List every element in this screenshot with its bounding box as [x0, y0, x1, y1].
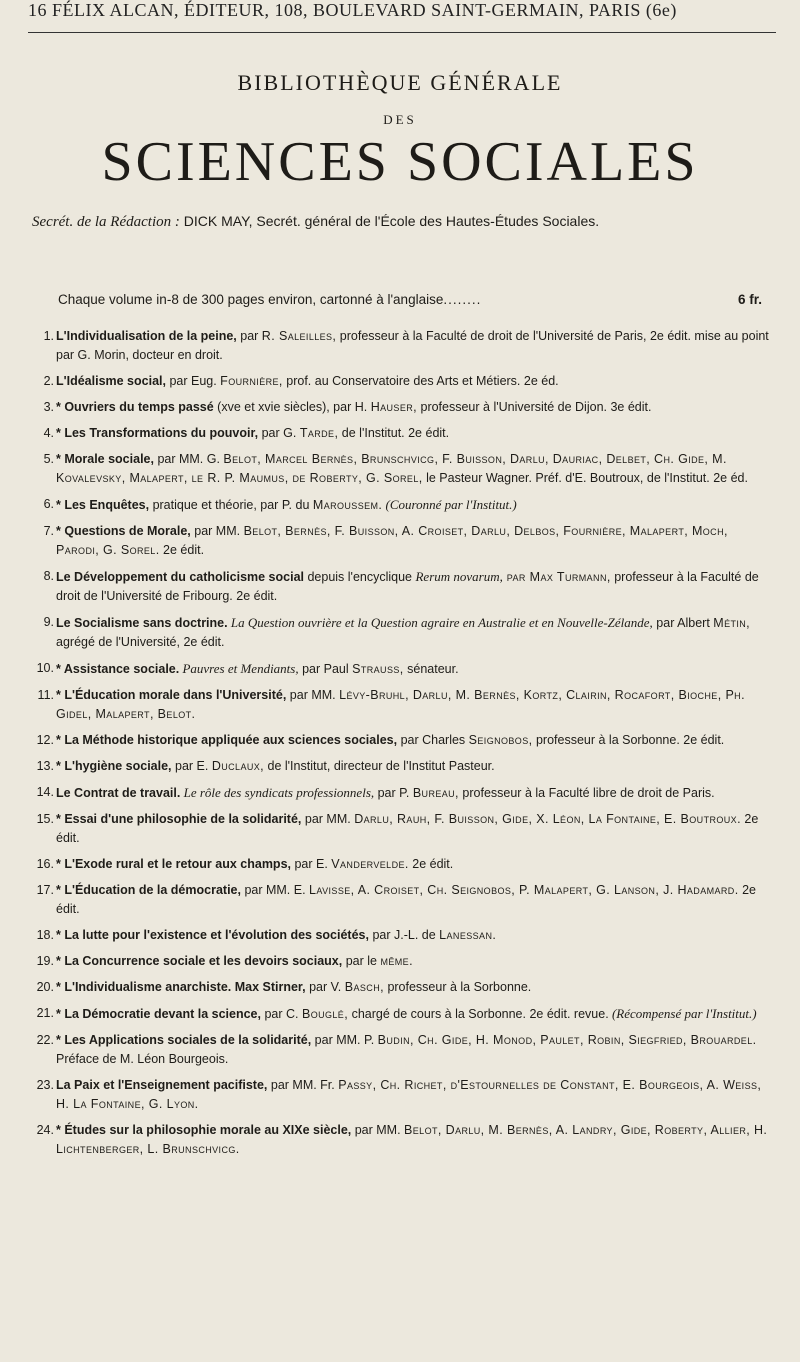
entry-text: par MM. E.: [240, 883, 310, 897]
entry-title: * Essai d'une philosophie de la solidarité,: [56, 812, 302, 826]
entry-text: 2e édit.: [56, 883, 756, 916]
entry-list: [32, 327, 774, 1166]
entry-number: 13.: [36, 759, 54, 773]
entry-text: chargé de cours à la Sorbonne. 2e édit. revue.: [348, 1007, 609, 1021]
entry-number: 19.: [36, 954, 54, 968]
entry-title: Le Développement du catholicisme social: [56, 570, 304, 584]
entry-text: professeur à la Faculté libre de droit de Paris.: [458, 786, 715, 800]
entry-title: * Morale sociale,: [56, 452, 154, 466]
entry-title: Le Socialisme sans doctrine.: [56, 616, 228, 630]
catalogue-entry: [32, 855, 774, 874]
entry-author: Vandervelde.: [331, 857, 409, 871]
entry-number: 18.: [36, 928, 54, 942]
series-title: BIBLIOTHÈQUE GÉNÉRALE: [237, 70, 563, 95]
entry-author: Strauss,: [352, 662, 404, 676]
entry-number: 1.: [43, 329, 54, 343]
entry-author: Bouglé,: [301, 1007, 349, 1021]
entry-number: 9.: [43, 615, 54, 629]
entry-title: La Paix et l'Enseignement pacifiste,: [56, 1078, 268, 1092]
entry-author: Tarde,: [299, 426, 339, 440]
entry-italic: (Récompensé par l'Institut.): [608, 1006, 757, 1021]
entry-author: Lanessan.: [439, 928, 497, 942]
entry-text: sénateur.: [403, 662, 459, 676]
entry-author: Belot, Marcel Bernès, Brunschvicg, F. Buisson, Darlu, Dauriac, Delbet, Ch. Gide, M. Kovalevsky, Malapert, le R. P. Maumus, de Roberty, G. Sorel,: [56, 452, 727, 485]
entry-author: Métin,: [713, 616, 751, 630]
catalogue-entry: [32, 1031, 774, 1069]
entry-number: 7.: [43, 524, 54, 538]
entry-title: * Assistance sociale.: [56, 662, 180, 676]
catalogue-entry: [32, 398, 774, 417]
entry-text: par G.: [258, 426, 300, 440]
entry-title: * L'Éducation morale dans l'Université,: [56, 688, 287, 702]
entry-author: Basch,: [344, 980, 384, 994]
price-dots: ........: [443, 292, 482, 307]
entry-title: * Les Applications sociales de la solidarité,: [56, 1033, 312, 1047]
entry-number: 5.: [43, 452, 54, 466]
entry-author: par Max Turmann,: [502, 570, 611, 584]
catalogue-entry: [32, 522, 774, 560]
entry-number: 3.: [43, 400, 54, 414]
entry-number: 11.: [37, 688, 54, 702]
entry-author: Darlu, Rauh, F. Buisson, Gide, X. Léon, La Fontaine, E. Boutroux.: [354, 812, 741, 826]
entry-text: par C.: [260, 1007, 302, 1021]
entry-number: 17.: [36, 883, 54, 897]
entry-text: le Pasteur Wagner. Préf. d'E. Boutroux, de l'Institut. 2e éd.: [422, 471, 748, 485]
entry-number: 4.: [43, 426, 54, 440]
entry-number: 22.: [36, 1033, 54, 1047]
catalogue-entry: [32, 952, 774, 971]
entry-number: 12.: [36, 733, 54, 747]
entry-title: * La lutte pour l'existence et l'évolution des sociétés,: [56, 928, 369, 942]
entry-author: Duclaux,: [211, 759, 265, 773]
entry-text: professeur à la Faculté de droit de l'Université de Fribourg. 2e édit.: [56, 570, 759, 603]
entry-title: * L'hygiène sociale,: [56, 759, 172, 773]
catalogue-entry: [32, 881, 774, 919]
entry-text: de l'Institut, directeur de l'Institut Pasteur.: [264, 759, 495, 773]
catalogue-entry: [32, 686, 774, 724]
entry-title: * Les Transformations du pouvoir,: [56, 426, 259, 440]
entry-number: 24.: [36, 1123, 54, 1137]
entry-text: par Charles: [397, 733, 469, 747]
entry-text: Préface de M. Léon Bourgeois.: [56, 1052, 229, 1066]
catalogue-entry: [32, 757, 774, 776]
catalogue-entry: [32, 783, 774, 803]
entry-title: L'Idéalisme social,: [56, 374, 166, 388]
entry-title: Le Contrat de travail.: [56, 786, 181, 800]
entry-text: par MM. P.: [311, 1033, 378, 1047]
entry-text: par Albert: [652, 616, 714, 630]
entry-number: 10.: [36, 661, 54, 675]
catalogue-entry: [32, 926, 774, 945]
entry-title: * La Démocratie devant la science,: [56, 1007, 261, 1021]
entry-text: par Eug.: [165, 374, 221, 388]
entry-italic: Pauvres et Mendiants,: [179, 661, 299, 676]
header-rule: [28, 32, 776, 33]
entry-author: Lavisse, A. Croiset, Ch. Seignobos, P. Malapert, G. Lanson, J. Hadamard.: [309, 883, 739, 897]
entry-title: * La Concurrence sociale et les devoirs sociaux,: [56, 954, 343, 968]
secretary-text: DICK MAY, Secrét. général de l'École des Hautes-Études Sociales.: [179, 213, 600, 229]
catalogue-entry: [32, 810, 774, 848]
entry-number: 16.: [36, 857, 54, 871]
entry-number: 23.: [36, 1078, 54, 1092]
catalogue-entry: [32, 1121, 774, 1159]
entry-author: Bureau,: [412, 786, 459, 800]
entry-italic: (Couronné par l'Institut.): [382, 497, 517, 512]
entry-author: Seignobos,: [468, 733, 533, 747]
price-amount: 6 fr.: [737, 292, 762, 307]
entry-text: 2e édit.: [56, 812, 759, 845]
entry-author: Lévy-Bruhl, Darlu, M. Bernès, Kortz, Clairin, Rocafort, Bioche, Ph. Gidel, Malapert, Belot.: [56, 688, 745, 721]
entry-number: 6.: [43, 497, 54, 511]
catalogue-entry: [32, 567, 774, 606]
entry-text: professeur à l'Université de Dijon. 3e édit.: [417, 400, 652, 414]
entry-text: par MM.: [286, 688, 340, 702]
entry-text: par J.-L. de: [368, 928, 440, 942]
entry-author: Passy, Ch. Richet, d'Estournelles de Constant, E. Bourgeois, A. Weiss, H. La Fontaine, G. Lyon.: [56, 1078, 762, 1111]
entry-text: par Paul: [298, 662, 353, 676]
entry-title: * L'Éducation de la démocratie,: [56, 883, 241, 897]
entry-author: Maroussem.: [312, 498, 383, 512]
entry-text: par MM. G.: [153, 452, 224, 466]
entry-title: * La Méthode historique appliquée aux sciences sociales,: [56, 733, 398, 747]
entry-author: Hauser,: [370, 400, 418, 414]
entry-text: par le: [342, 954, 381, 968]
entry-italic: Le rôle des syndicats professionnels,: [180, 785, 375, 800]
entry-text: 2e édit.: [408, 857, 454, 871]
entry-number: 8.: [43, 569, 54, 583]
catalogue-entry: [32, 327, 774, 365]
entry-italic: Rerum novarum,: [415, 569, 503, 584]
entry-text: par MM. Fr.: [267, 1078, 339, 1092]
entry-text: par MM.: [301, 812, 355, 826]
entry-text: depuis l'encyclique: [304, 570, 416, 584]
entry-text: par: [236, 329, 262, 343]
entry-author: Belot, Darlu, M. Bernès, A. Landry, Gide, Roberty, Allier, H. Lichtenberger, L. Brunschvicg.: [56, 1123, 768, 1156]
catalogue-entry: [32, 731, 774, 750]
price-text: Chaque volume in-8 de 300 pages environ, cartonné à l'anglaise: [58, 292, 444, 307]
entry-text: professeur à la Faculté de droit de l'Université de Paris, 2e édit. mise au point par G. Morin, docteur en droit.: [56, 329, 769, 362]
entry-title: * L'Exode rural et le retour aux champs,: [56, 857, 291, 871]
entry-text: agrégé de l'Université, 2e édit.: [56, 635, 225, 649]
secretary-line: [32, 213, 772, 231]
entry-title: L'Individualisation de la peine,: [56, 329, 237, 343]
catalogue-entry: [32, 450, 774, 488]
entry-author: Fournière,: [220, 374, 283, 388]
entry-text: 2e édit.: [159, 543, 205, 557]
entry-text: (xve et xvie siècles), par H.: [213, 400, 371, 414]
entry-title: * Les Enquêtes,: [56, 498, 150, 512]
entry-author: R. Saleilles,: [261, 329, 337, 343]
catalogue-entry: [32, 372, 774, 391]
entry-number: 21.: [36, 1006, 54, 1020]
entry-author: Budin, Ch. Gide, H. Monod, Paulet, Robin, Siegfried, Brouardel.: [377, 1033, 757, 1047]
series-main-title: SCIENCES SOCIALES: [101, 131, 699, 193]
entry-text: professeur à la Sorbonne. 2e édit.: [532, 733, 725, 747]
entry-title: * Études sur la philosophie morale au XIXe siècle,: [56, 1123, 352, 1137]
entry-title: * Questions de Morale,: [56, 524, 191, 538]
entry-title: * L'Individualisme anarchiste. Max Stirner,: [56, 980, 306, 994]
catalogue-entry: [32, 613, 774, 652]
entry-text: professeur à la Sorbonne.: [383, 980, 532, 994]
price-line: [58, 292, 768, 307]
entry-number: 15.: [36, 812, 54, 826]
catalogue-entry: [32, 978, 774, 997]
entry-text: par E.: [171, 759, 212, 773]
entry-author: Belot, Bernès, F. Buisson, A. Croiset, Darlu, Delbos, Fournière, Malapert, Moch, Parodi, G. Sorel.: [56, 524, 728, 557]
entry-text: par MM.: [351, 1123, 405, 1137]
entry-text: pratique et théorie, par P. du: [149, 498, 313, 512]
entry-italic: La Question ouvrière et la Question agraire en Australie et en Nouvelle-Zélande,: [227, 615, 653, 630]
entry-text: par V.: [305, 980, 345, 994]
catalogue-entry: [32, 1004, 774, 1024]
secretary-label: Secrét. de la Rédaction :: [32, 214, 180, 230]
catalogue-entry: [32, 659, 774, 679]
running-head: 16 FÉLIX ALCAN, ÉDITEUR, 108, BOULEVARD SAINT-GERMAIN, PARIS (6e): [28, 0, 677, 20]
entry-number: 20.: [36, 980, 54, 994]
series-des: DES: [383, 112, 417, 127]
entry-text: par P.: [374, 786, 413, 800]
catalogue-entry: [32, 495, 774, 515]
catalogue-entry: [32, 1076, 774, 1114]
entry-text: par MM.: [190, 524, 244, 538]
entry-number: 2.: [43, 374, 54, 388]
entry-number: 14.: [36, 785, 54, 799]
entry-text: par E.: [291, 857, 332, 871]
catalogue-entry: [32, 424, 774, 443]
entry-author: même.: [380, 954, 413, 968]
entry-title: * Ouvriers du temps passé: [56, 400, 214, 414]
entry-text: de l'Institut. 2e édit.: [338, 426, 450, 440]
entry-text: prof. au Conservatoire des Arts et Métiers. 2e éd.: [282, 374, 559, 388]
